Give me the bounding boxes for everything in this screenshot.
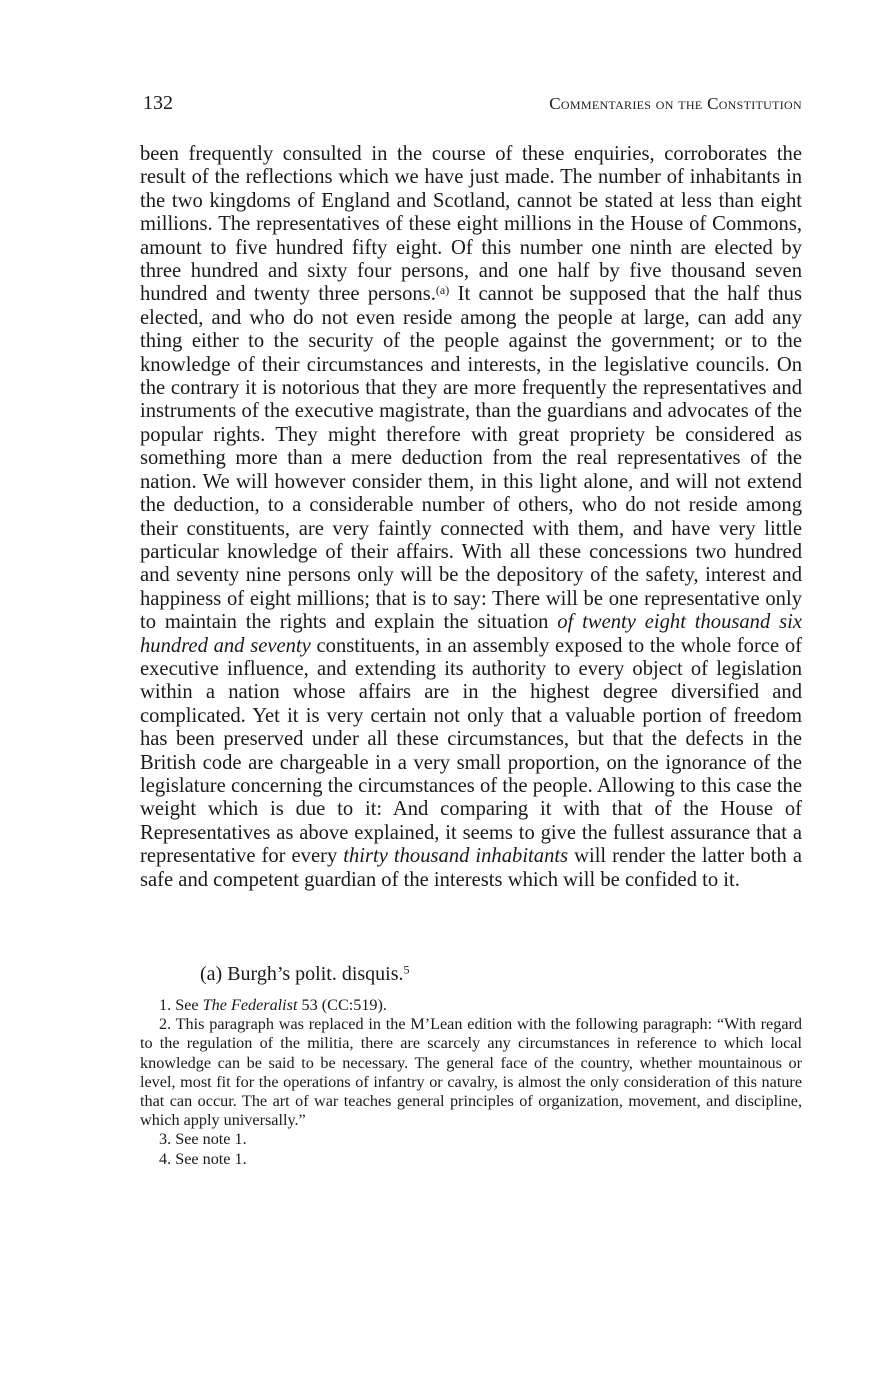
author-note (200, 963, 410, 986)
footnote-italic: The Federalist (202, 996, 298, 1014)
note-marker: (a) (435, 283, 450, 298)
body-text-segment: been frequently consulted in the course of these enquiries, corroborates the result of the reflections which we have just made. The number of inhabitants in the two kingdoms of England and Scotland, cannot be stated at less than eight millions. The representatives of these eight millions in the House of Commons, amount to five hundred fifty eight. Of this number one ninth are elected by three hundred and sixty four persons, and one half by five thousand seven hundred and twenty three persons. (140, 143, 802, 306)
body-text-segment: constituents, in an assembly exposed to the whole force of executive influence, and extending its authority to every object of legislation within a nation whose affairs are in the highest degree diversified and complicated. Yet it is very certain not only that a valuable portion of freedom has been preserved under all these circumstances, but that the defects in the British code are chargeable in a very small proportion, on the ignorance of the legislature concerning the circumstances of the people. Allowing to this case the weight which is due to it: And comparing it with that of the House of Representatives as above explained, it seems to give the fullest assurance that a representative for every (140, 634, 802, 868)
page-number: 132 (143, 92, 173, 114)
running-head: Commentaries on the Constitution (549, 94, 802, 113)
footnotes (140, 996, 802, 1169)
body-text-segment: It cannot be supposed that the half thus elected, and who do not even reside among the people at large, can add any thing either to the security of the people against the government; or to the knowledge of their circumstances and interests, in the legislative councils. On the contrary it is notorious that they are more frequently the representatives and instruments of the executive magistrate, than the guardians and advocates of the popular rights. They might therefore with great propriety be considered as something more than a mere deduction from the real representatives of the nation. We will however consider them, in this light alone, and will not extend the deduction, to a considerable number of others, who do not reside among their constituents, are very faintly connected with them, and have very little particular knowledge of their affairs. With all these concessions two hundred and seventy nine persons only will be the depository of the safety, interest and happiness of eight millions; that is to say: There will be one representative only to maintain the rights and explain the situation (140, 283, 802, 634)
main-text (140, 143, 802, 892)
footnote-2: 2. This paragraph was replaced in the M’Lean edition with the following paragraph: “With regard to the regulation of the militia, there are scarcely any circumstances in reference to which local knowledge can be said to be necessary. The general face of the country, whether mountainous or level, most fit for the operations of infantry or cavalry, is almost the only consideration of this nature that can occur. The art of war teaches general principles of organization, movement, and discipline, which apply universally.” (140, 1015, 802, 1130)
body-text-segment: will render the latter both a safe and competent guardian of the interests which will be confided to it. (140, 845, 802, 891)
page-header (140, 92, 802, 122)
footnote-reference: 5 (403, 962, 410, 977)
footnote-1 (140, 996, 802, 1015)
body-paragraph (140, 143, 802, 892)
author-note-text: (a) Burgh’s polit. disquis. (200, 963, 404, 985)
italic-phrase: of twenty eight thousand six hundred and seventy (140, 611, 802, 657)
footnote-3: 3. See note 1. (159, 1130, 247, 1149)
footnote-4: 4. See note 1. (159, 1149, 247, 1168)
footnote-text: 1. See (159, 996, 203, 1014)
footnote-text: 53 (CC:519). (297, 996, 387, 1014)
italic-phrase: thirty thousand inhabitants (343, 845, 569, 868)
